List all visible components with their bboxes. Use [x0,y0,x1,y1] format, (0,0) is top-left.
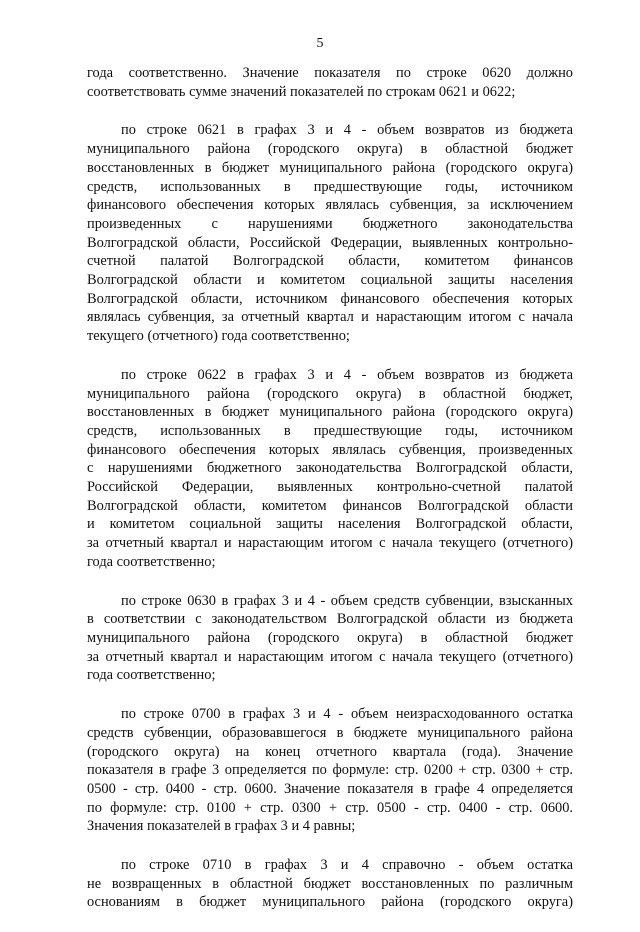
paragraph-line: финансового обеспечения которых являлась субвенция, произведенных [87,441,573,458]
paragraph-line: Волгоградской области и комитетом социальной защиты населения [87,272,573,289]
paragraph-line: 0500 - стр. 0400 - стр. 0600. Значение показателя в графе 4 определяется [87,780,573,797]
paragraph-line: восстановленных в бюджет муниципального района (городского округа) [87,404,573,421]
paragraph-line: по формуле: стр. 0100 + стр. 0300 + стр. 0500 - стр. 0400 - стр. 0600. [87,799,573,816]
paragraph-line: муниципального района (городского округа) в областной бюджет [87,141,573,158]
paragraph-line: счетной палатой Волгоградской области, комитетом финансов [87,253,573,270]
paragraph-line: (городского округа) на конец отчетного квартала (года). Значение [87,743,573,760]
paragraph-line: средств, использованных в предшествующие годы, источником [87,178,573,195]
paragraph-line: года соответственно. Значение показателя по строке 0620 должно [87,65,573,81]
document-body [87,64,573,932]
paragraph-line: по строке 0622 в графах 3 и 4 - объем возвратов из бюджета [121,366,573,383]
paragraph-line: и комитетом социальной защиты населения Волгоградской области, [87,516,573,533]
paragraph-line: года соответственно; [87,667,216,684]
paragraph-3 [87,592,573,686]
paragraph-line: финансового обеспечения которых являлась субвенция, за исключением [87,197,573,214]
paragraph-line: за отчетный квартал и нарастающим итогом с начала текущего (отчетного) [87,535,573,552]
paragraph-line: не возвращенных в областной бюджет восстановленных по различным [87,875,573,892]
paragraph-line: за отчетный квартал и нарастающим итогом с начала текущего (отчетного) [87,648,573,665]
paragraph-line: соответствовать сумме значений показателей по строкам 0621 и 0622; [87,83,516,100]
paragraph-4 [87,705,573,836]
paragraph-line: с нарушениями бюджетного законодательства Волгоградской области, [87,460,573,477]
paragraph-line: средств субвенции, образовавшегося в бюджете муниципального района [87,724,573,741]
paragraph-line: Волгоградской области, Российской Федерации, выявленных контрольно- [87,234,573,251]
paragraph-line: являлась субвенция, за отчетный квартал и нарастающим итогом с начала [87,309,573,326]
paragraph-line: показателя в графе 3 определяется по формуле: стр. 0200 + стр. 0300 + стр. [87,762,573,779]
paragraph-line: муниципального района (городского округа) в областной бюджет [87,629,573,646]
paragraph-line: восстановленных в бюджет муниципального района (городского округа) [87,159,573,176]
paragraph-1 [87,121,573,345]
paragraph-line: Российской Федерации, выявленных контрольно-счетной палатой [87,479,573,496]
paragraph-line: текущего (отчетного) года соответственно; [87,328,350,345]
paragraph-2 [87,366,573,572]
paragraph-line: по строке 0630 в графах 3 и 4 - объем средств субвенции, взысканных [121,592,573,609]
paragraph-0 [87,64,573,101]
paragraph-line: по строке 0710 в графах 3 и 4 справочно - объем остатка [121,857,573,874]
page-number: 5 [316,36,324,51]
paragraph-line: муниципального района (городского округа) в областной бюджет, [87,385,573,402]
paragraph-line: в соответствии с законодательством Волгоградской области из бюджета [87,611,573,628]
paragraph-line: Волгоградской области, комитетом финансов Волгоградской области [87,497,573,514]
paragraph-5 [87,856,573,912]
paragraph-line: по строке 0621 в графах 3 и 4 - объем возвратов из бюджета [121,122,573,139]
paragraph-line: произведенных с нарушениями бюджетного законодательства [87,215,573,232]
paragraph-line: Волгоградской области, источником финансового обеспечения которых [87,290,573,307]
paragraph-line: по строке 0700 в графах 3 и 4 - объем неизрасходованного остатка [121,706,573,723]
paragraph-line: года соответственно; [87,553,216,570]
paragraph-line: Значения показателей в графах 3 и 4 равны; [87,818,356,835]
paragraph-line: средств, использованных в предшествующие годы, источником [87,422,573,439]
paragraph-line: основаниям в бюджет муниципального района (городского округа) [87,894,573,911]
